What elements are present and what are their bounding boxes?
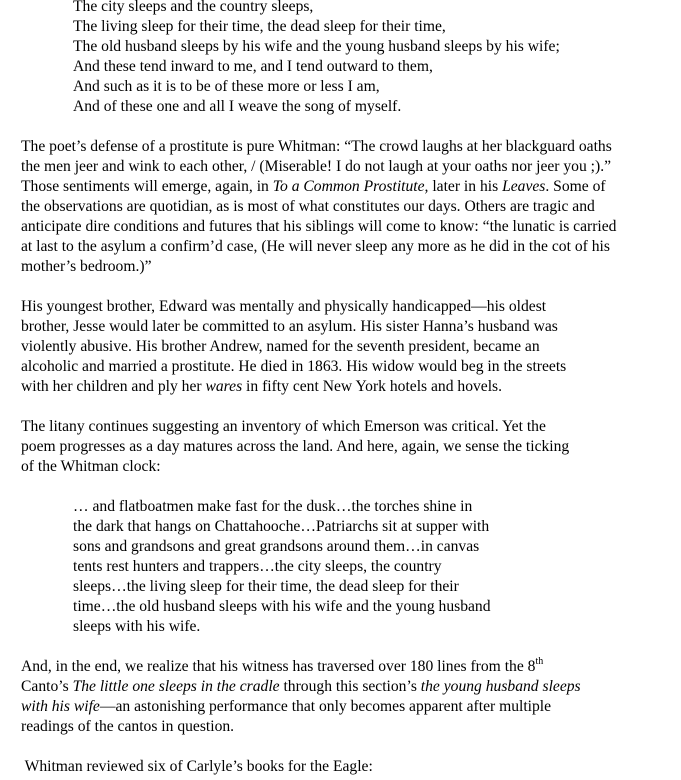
paragraph-line: of the Whitman clock:: [21, 458, 161, 475]
paragraph-line: The poet’s defense of a prostitute is pure Whitman: “The crowd laughs at her blackguard oaths: [21, 138, 612, 155]
text-run: Canto’s: [21, 678, 73, 695]
paragraph-line: readings of the cantos in question.: [21, 718, 235, 735]
quote-line: sleeps with his wife.: [73, 618, 201, 635]
paragraph-line: [21, 377, 502, 397]
paragraph-line: [21, 677, 581, 697]
paragraph-line: [21, 697, 551, 717]
quote-line: tents rest hunters and trappers…the city sleeps, the country: [73, 558, 442, 575]
quote-line: sleeps…the living sleep for their time, the dead sleep for their: [73, 578, 459, 595]
poem-line: And these tend inward to me, and I tend outward to them,: [73, 58, 433, 75]
paragraph-line: brother, Jesse would later be committed to an asylum. His sister Hanna’s husband was: [21, 318, 558, 335]
title-italic: the young husband sleeps: [420, 678, 581, 695]
quote-line: sons and grandsons and great grandsons around them…in canvas: [73, 538, 480, 555]
quote-line: time…the old husband sleeps with his wife and the young husband: [73, 598, 491, 615]
poem-line: The living sleep for their time, the dead sleep for their time,: [73, 18, 446, 35]
text-run: through this section’s: [279, 678, 421, 695]
quote-line: … and flatboatmen make fast for the dusk…the torches shine in: [73, 498, 473, 515]
title-italic: The little one sleeps in the cradle: [72, 678, 280, 695]
text-run: —an astonishing performance that only becomes apparent after multiple: [99, 698, 552, 715]
title-italic: Leaves: [502, 178, 546, 195]
paragraph-line: anticipate dire conditions and futures that his siblings will come to know: “the lunatic is carried: [21, 218, 617, 235]
poem-line: The old husband sleeps by his wife and the young husband sleeps by his wife;: [73, 38, 560, 55]
poem-line: And such as it is to be of these more or less I am,: [73, 78, 380, 95]
text-run: . Some of: [545, 178, 606, 195]
text-run: later in his: [428, 178, 503, 195]
emphasis-italic: wares: [205, 378, 243, 395]
paragraph-line: alcoholic and married a prostitute. He died in 1863. His widow would beg in the streets: [21, 358, 567, 375]
paragraph-line: the observations are quotidian, as is most of what constitutes our days. Others are tragic and: [21, 198, 595, 215]
poem-line: And of these one and all I weave the song of myself.: [73, 98, 402, 115]
paragraph-line: The litany continues suggesting an inventory of which Emerson was critical. Yet the: [21, 418, 546, 435]
paragraph-line: the men jeer and wink to each other, / (Miserable! I do not laugh at your oaths nor jeer you ;).”: [21, 158, 612, 175]
paragraph-line: [21, 177, 606, 197]
paragraph-line: poem progresses as a day matures across the land. And here, again, we sense the ticking: [21, 438, 570, 455]
title-italic: with his wife: [21, 698, 100, 715]
text-run: Those sentiments will emerge, again, in: [21, 178, 273, 195]
title-italic: To a Common Prostitute,: [272, 178, 429, 195]
text-run: in fifty cent New York hotels and hovels.: [242, 378, 503, 395]
quote-line: the dark that hangs on Chattahooche…Patriarchs sit at supper with: [73, 518, 490, 535]
paragraph-line: His youngest brother, Edward was mentally and physically handicapped—his oldest: [21, 298, 547, 315]
poem-line: The city sleeps and the country sleeps,: [73, 0, 314, 15]
paragraph-line: [21, 657, 543, 677]
paragraph-line: mother’s bedroom.)”: [21, 258, 152, 275]
paragraph-line: at last to the asylum a confirm’d case, (He will never sleep any more as he did in the cot of his: [21, 238, 610, 255]
paragraph-line: violently abusive. His brother Andrew, named for the seventh president, became an: [21, 338, 540, 355]
text-run: And, in the end, we realize that his witness has traversed over 180 lines from the 8: [21, 658, 536, 675]
text-run: with her children and ply her: [21, 378, 206, 395]
paragraph-line: [21, 757, 373, 777]
ordinal-superscript: th: [535, 655, 544, 667]
text-run: Whitman reviewed six of Carlyle’s books for the Eagle:: [21, 758, 373, 775]
